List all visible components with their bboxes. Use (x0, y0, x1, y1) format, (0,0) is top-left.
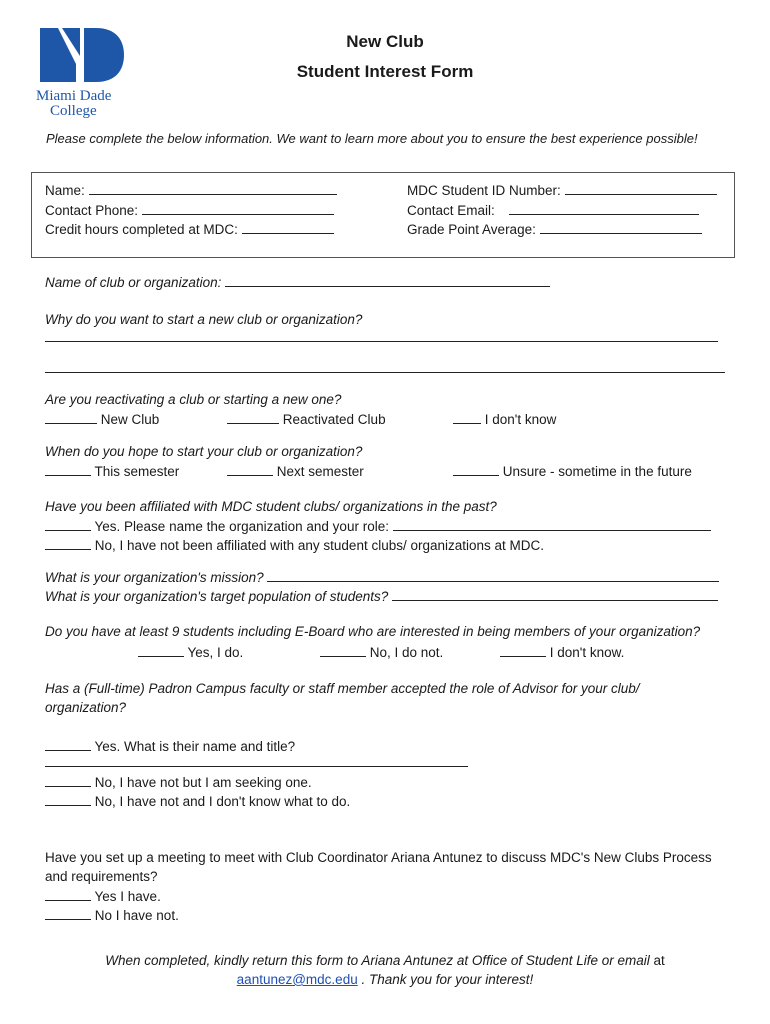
unsure-label: Unsure - sometime in the future (502, 464, 692, 479)
nine-dont-know-label: I don't know. (549, 645, 625, 660)
dont-know-reactivate-label: I don't know (484, 412, 557, 427)
intro-text: Please complete the below information. We want to learn more about you to ensure the best experience possible! (46, 131, 698, 146)
nine-yes-label: Yes, I do. (187, 645, 244, 660)
affiliated-yes-option[interactable] (45, 517, 711, 536)
name-label: Name: (45, 183, 85, 198)
credits-label: Credit hours completed at MDC: (45, 222, 238, 237)
affiliated-question: Have you been affiliated with MDC student clubs/ organizations in the past? (45, 499, 497, 514)
this-semester-label: This semester (94, 464, 180, 479)
advisor-yes-label: Yes. What is their name and title? (94, 739, 296, 754)
meeting-question-line1: Have you set up a meeting to meet with Club Coordinator Ariana Antunez to discuss MDC's New Clubs Process (45, 850, 712, 865)
this-semester-option[interactable] (45, 462, 179, 481)
nine-yes-option[interactable] (138, 643, 243, 662)
footer-line1 (0, 952, 770, 970)
club-name-field[interactable] (45, 273, 550, 292)
advisor-seeking-option[interactable] (45, 773, 312, 792)
affiliated-no-option[interactable] (45, 536, 544, 555)
student-id-field[interactable] (407, 181, 717, 200)
club-name-label: Name of club or organization: (45, 275, 222, 290)
next-semester-option[interactable] (227, 462, 364, 481)
unsure-option[interactable] (453, 462, 692, 481)
target-field[interactable] (45, 587, 718, 606)
advisor-name-line[interactable] (45, 766, 468, 767)
reactivated-club-label: Reactivated Club (282, 412, 386, 427)
reactivated-club-option[interactable] (227, 410, 386, 429)
credits-field[interactable] (45, 220, 334, 239)
email-label: Contact Email: (407, 203, 495, 218)
phone-label: Contact Phone: (45, 203, 139, 218)
advisor-question-line1: Has a (Full-time) Padron Campus faculty or staff member accepted the role of Advisor for your club/ (45, 681, 640, 696)
email-link[interactable]: aantunez@mdc.edu (236, 972, 358, 987)
nine-no-label: No, I do not. (369, 645, 444, 660)
footer-instructions: When completed, kindly return this form to Ariana Antunez at Office of Student Life or email (105, 953, 650, 968)
advisor-seeking-label: No, I have not but I am seeking one. (94, 775, 312, 790)
phone-field[interactable] (45, 201, 334, 220)
meeting-yes-label: Yes I have. (94, 889, 161, 904)
footer-at: at (653, 953, 665, 968)
meeting-no-label: No I have not. (94, 908, 179, 923)
nine-dont-know-option[interactable] (500, 643, 624, 662)
student-id-label: MDC Student ID Number: (407, 183, 561, 198)
meeting-yes-option[interactable] (45, 887, 161, 906)
email-field[interactable] (407, 201, 699, 220)
mission-field[interactable] (45, 568, 719, 587)
why-answer-line-2[interactable] (45, 372, 725, 373)
new-club-label: New Club (100, 412, 160, 427)
name-field[interactable] (45, 181, 337, 200)
advisor-question-line2: organization? (45, 700, 127, 715)
footer-thanks: . Thank you for your interest! (361, 972, 534, 987)
logo-line2: College (50, 103, 97, 119)
affiliated-no-label: No, I have not been affiliated with any student clubs/ organizations at MDC. (94, 538, 545, 553)
dont-know-reactivate-option[interactable] (453, 410, 556, 429)
affiliated-yes-label: Yes. Please name the organization and your role: (94, 519, 389, 534)
why-question: Why do you want to start a new club or organization? (45, 312, 363, 327)
advisor-dont-know-option[interactable] (45, 792, 350, 811)
title-line1: New Club (346, 32, 424, 51)
meeting-question-line2: and requirements? (45, 869, 158, 884)
logo-line1: Miami Dade (36, 88, 112, 104)
gpa-field[interactable] (407, 220, 702, 239)
advisor-yes-option[interactable] (45, 737, 295, 756)
gpa-label: Grade Point Average: (407, 222, 536, 237)
reactivating-question: Are you reactivating a club or starting a new one? (45, 392, 342, 407)
nine-no-option[interactable] (320, 643, 443, 662)
mission-label: What is your organization's mission? (45, 570, 264, 585)
when-question: When do you hope to start your club or organization? (45, 444, 363, 459)
footer-line2 (0, 971, 770, 989)
why-answer-line-1[interactable] (45, 341, 718, 342)
advisor-dont-know-label: No, I have not and I don't know what to do. (94, 794, 351, 809)
meeting-no-option[interactable] (45, 906, 179, 925)
next-semester-label: Next semester (276, 464, 364, 479)
target-label: What is your organization's target population of students? (45, 589, 389, 604)
nine-students-question: Do you have at least 9 students including E-Board who are interested in being members of your organization? (45, 624, 701, 639)
new-club-option[interactable] (45, 410, 159, 429)
title-line2: Student Interest Form (296, 62, 474, 81)
